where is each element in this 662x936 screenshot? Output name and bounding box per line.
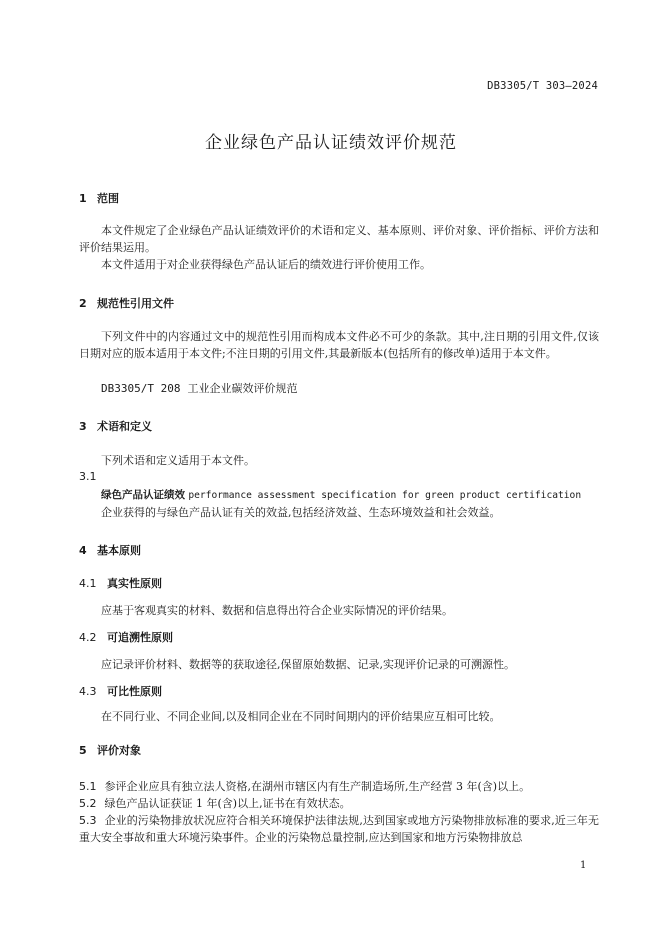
term-definition: 企业获得的与绿色产品认证有关的效益,包括经济效益、生态环境效益和社会效益。 — [101, 506, 501, 519]
item-text: 参评企业应具有独立法人资格,在湖州市辖区内有生产制造场所,生产经营 3 年(含)以上。 — [104, 780, 531, 793]
reference-title: 工业企业碳效评价规范 — [187, 382, 298, 395]
document-code: DB3305/T 303—2024 — [487, 80, 598, 92]
item-number: 5.1 — [79, 780, 97, 793]
normative-reference — [101, 380, 297, 396]
section-title: 范围 — [97, 192, 119, 205]
page-number: 1 — [580, 860, 587, 871]
item-5-2 — [79, 795, 351, 811]
document-title: 企业绿色产品认证绩效评价规范 — [205, 133, 457, 153]
section-title: 术语和定义 — [97, 420, 152, 433]
subsection-number: 4.1 — [79, 577, 97, 590]
item-5-3 — [79, 812, 599, 846]
subsection-title: 可比性原则 — [107, 685, 162, 698]
section-1-paragraph-1: 本文件规定了企业绿色产品认证绩效评价的术语和定义、基本原则、评价对象、评价指标、评价方法和评价结果运用。 — [79, 224, 599, 254]
item-text: 企业的污染物排放状况应符合相关环境保护法律法规,达到国家或地方污染物排放标准的要求,近三年无重大安全事故和重大环境污染事件。企业的污染物总量控制,应达到国家和地方污染物排放总 — [79, 814, 599, 844]
subsection-title: 可追溯性原则 — [107, 631, 173, 644]
section-number: 2 — [79, 297, 87, 310]
term-english: performance assessment specification for green product certification — [188, 490, 582, 501]
section-2-heading — [79, 295, 174, 311]
subsection-4-2-heading — [79, 629, 173, 645]
section-2-paragraph-1: 下列文件中的内容通过文中的规范性引用而构成本文件必不可少的条款。其中,注日期的引用文件,仅该日期对应的版本适用于本文件;不注日期的引用文件,其最新版本(包括所有的修改单)适用于本文件。 — [79, 330, 599, 360]
section-1-heading — [79, 190, 119, 206]
subsection-4-1-heading — [79, 575, 162, 591]
subsection-title: 真实性原则 — [107, 577, 162, 590]
section-4-heading — [79, 542, 141, 558]
subsection-number: 4.2 — [79, 631, 97, 644]
section-number: 4 — [79, 544, 87, 557]
term-number: 3.1 — [79, 470, 97, 483]
subsection-number: 4.3 — [79, 685, 97, 698]
section-number: 1 — [79, 192, 87, 205]
item-number: 5.3 — [79, 814, 97, 827]
term-entry — [101, 487, 581, 502]
term-chinese: 绿色产品认证绩效 — [101, 489, 185, 501]
section-number: 3 — [79, 420, 87, 433]
reference-code: DB3305/T 208 — [101, 382, 181, 395]
section-title: 评价对象 — [97, 744, 141, 757]
item-text: 绿色产品认证获证 1 年(含)以上,证书在有效状态。 — [104, 797, 351, 810]
subsection-4-1-text: 应基于客观真实的材料、数据和信息得出符合企业实际情况的评价结果。 — [101, 604, 453, 617]
section-number: 5 — [79, 744, 87, 757]
item-number: 5.2 — [79, 797, 97, 810]
item-5-1 — [79, 778, 530, 794]
subsection-4-3-heading — [79, 683, 162, 699]
section-1-paragraph-2: 本文件适用于对企业获得绿色产品认证后的绩效进行评价使用工作。 — [101, 258, 431, 271]
subsection-4-3-text: 在不同行业、不同企业间,以及相同企业在不同时间期内的评价结果应互相可比较。 — [101, 710, 501, 723]
section-title: 基本原则 — [97, 544, 141, 557]
section-3-heading — [79, 418, 152, 434]
section-title: 规范性引用文件 — [97, 297, 174, 310]
section-3-paragraph-1: 下列术语和定义适用于本文件。 — [101, 454, 255, 467]
section-5-heading — [79, 742, 141, 758]
subsection-4-2-text: 应记录评价材料、数据等的获取途径,保留原始数据、记录,实现评价记录的可溯源性。 — [101, 658, 515, 671]
